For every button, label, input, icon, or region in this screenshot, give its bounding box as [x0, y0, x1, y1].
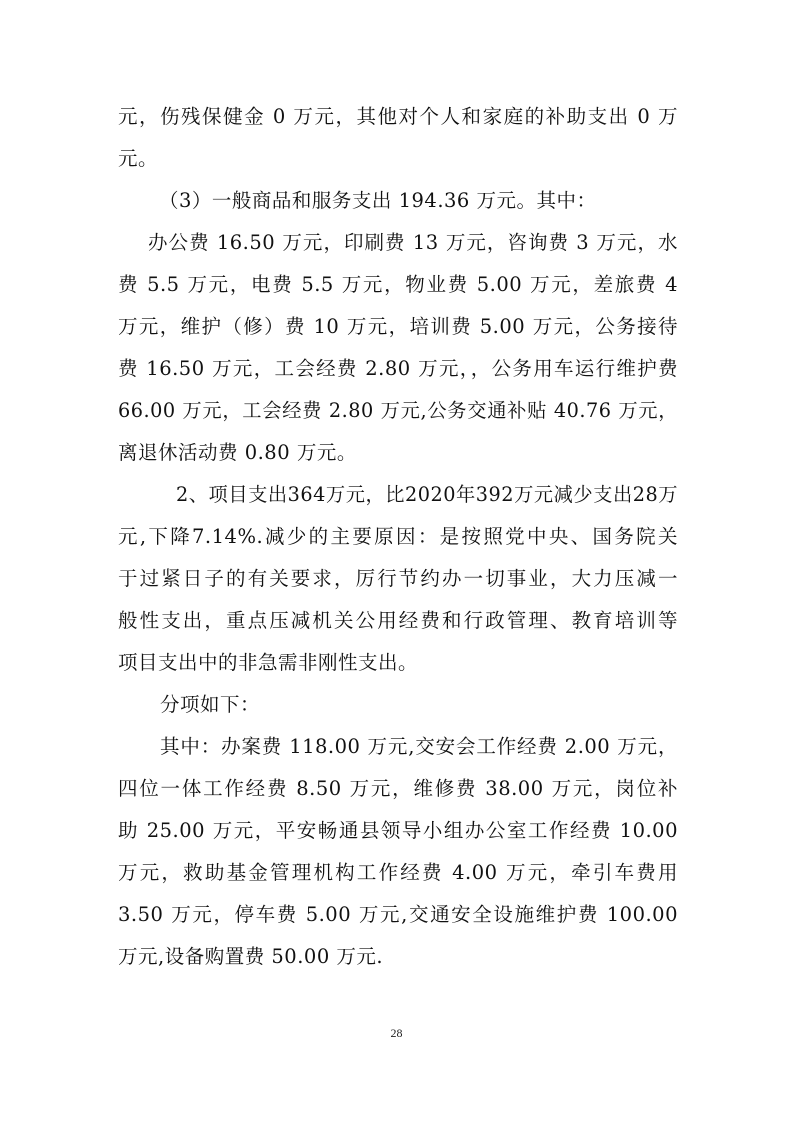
text-line: 元,下降7.14%.减少的主要原因：是按照党中央、国务院关: [118, 525, 678, 548]
text-line: 万元，维护（修）费 10 万元，培训费 5.00 万元，公务接待: [118, 315, 678, 338]
text-line: 66.00 万元，工会经费 2.80 万元,公务交通补贴 40.76 万元，: [118, 399, 678, 422]
text-line: 分项如下：: [160, 693, 261, 716]
text-line: 其中：办案费 118.00 万元,交安会工作经费 2.00 万元，: [160, 735, 678, 758]
text-line: 2、项目支出364万元，比2020年392万元减少支出28万: [176, 483, 678, 506]
text-line: 助 25.00 万元，平安畅通县领导小组办公室工作经费 10.00: [118, 819, 678, 842]
text-line: （3）一般商品和服务支出 194.36 万元。其中：: [159, 189, 597, 212]
page-number: 28: [390, 1026, 403, 1040]
text-line: 办公费 16.50 万元，印刷费 13 万元，咨询费 3 万元，水: [148, 231, 678, 254]
text-line: 费 16.50 万元，工会经费 2.80 万元，，公务用车运行维护费: [118, 357, 678, 380]
text-line: 般性支出，重点压减机关公用经费和行政管理、教育培训等: [118, 609, 678, 632]
text-line: 离退休活动费 0.80 万元。: [118, 441, 357, 464]
text-line: 项目支出中的非急需非刚性支出。: [118, 651, 419, 674]
text-line: 四位一体工作经费 8.50 万元，维修费 38.00 万元，岗位补: [118, 777, 678, 800]
text-line: 于过紧日子的有关要求，厉行节约办一切事业，大力压减一: [118, 567, 678, 590]
text-line: 元，伤残保健金 0 万元，其他对个人和家庭的补助支出 0 万: [118, 105, 678, 128]
text-line: 万元,设备购置费 50.00 万元.: [118, 945, 384, 968]
text-line: 元。: [118, 147, 159, 170]
text-line: 万元，救助基金管理机构工作经费 4.00 万元，牵引车费用: [118, 861, 678, 884]
text-line: 3.50 万元，停车费 5.00 万元,交通安全设施维护费 100.00: [118, 903, 678, 926]
text-line: 费 5.5 万元，电费 5.5 万元，物业费 5.00 万元，差旅费 4: [118, 273, 678, 296]
